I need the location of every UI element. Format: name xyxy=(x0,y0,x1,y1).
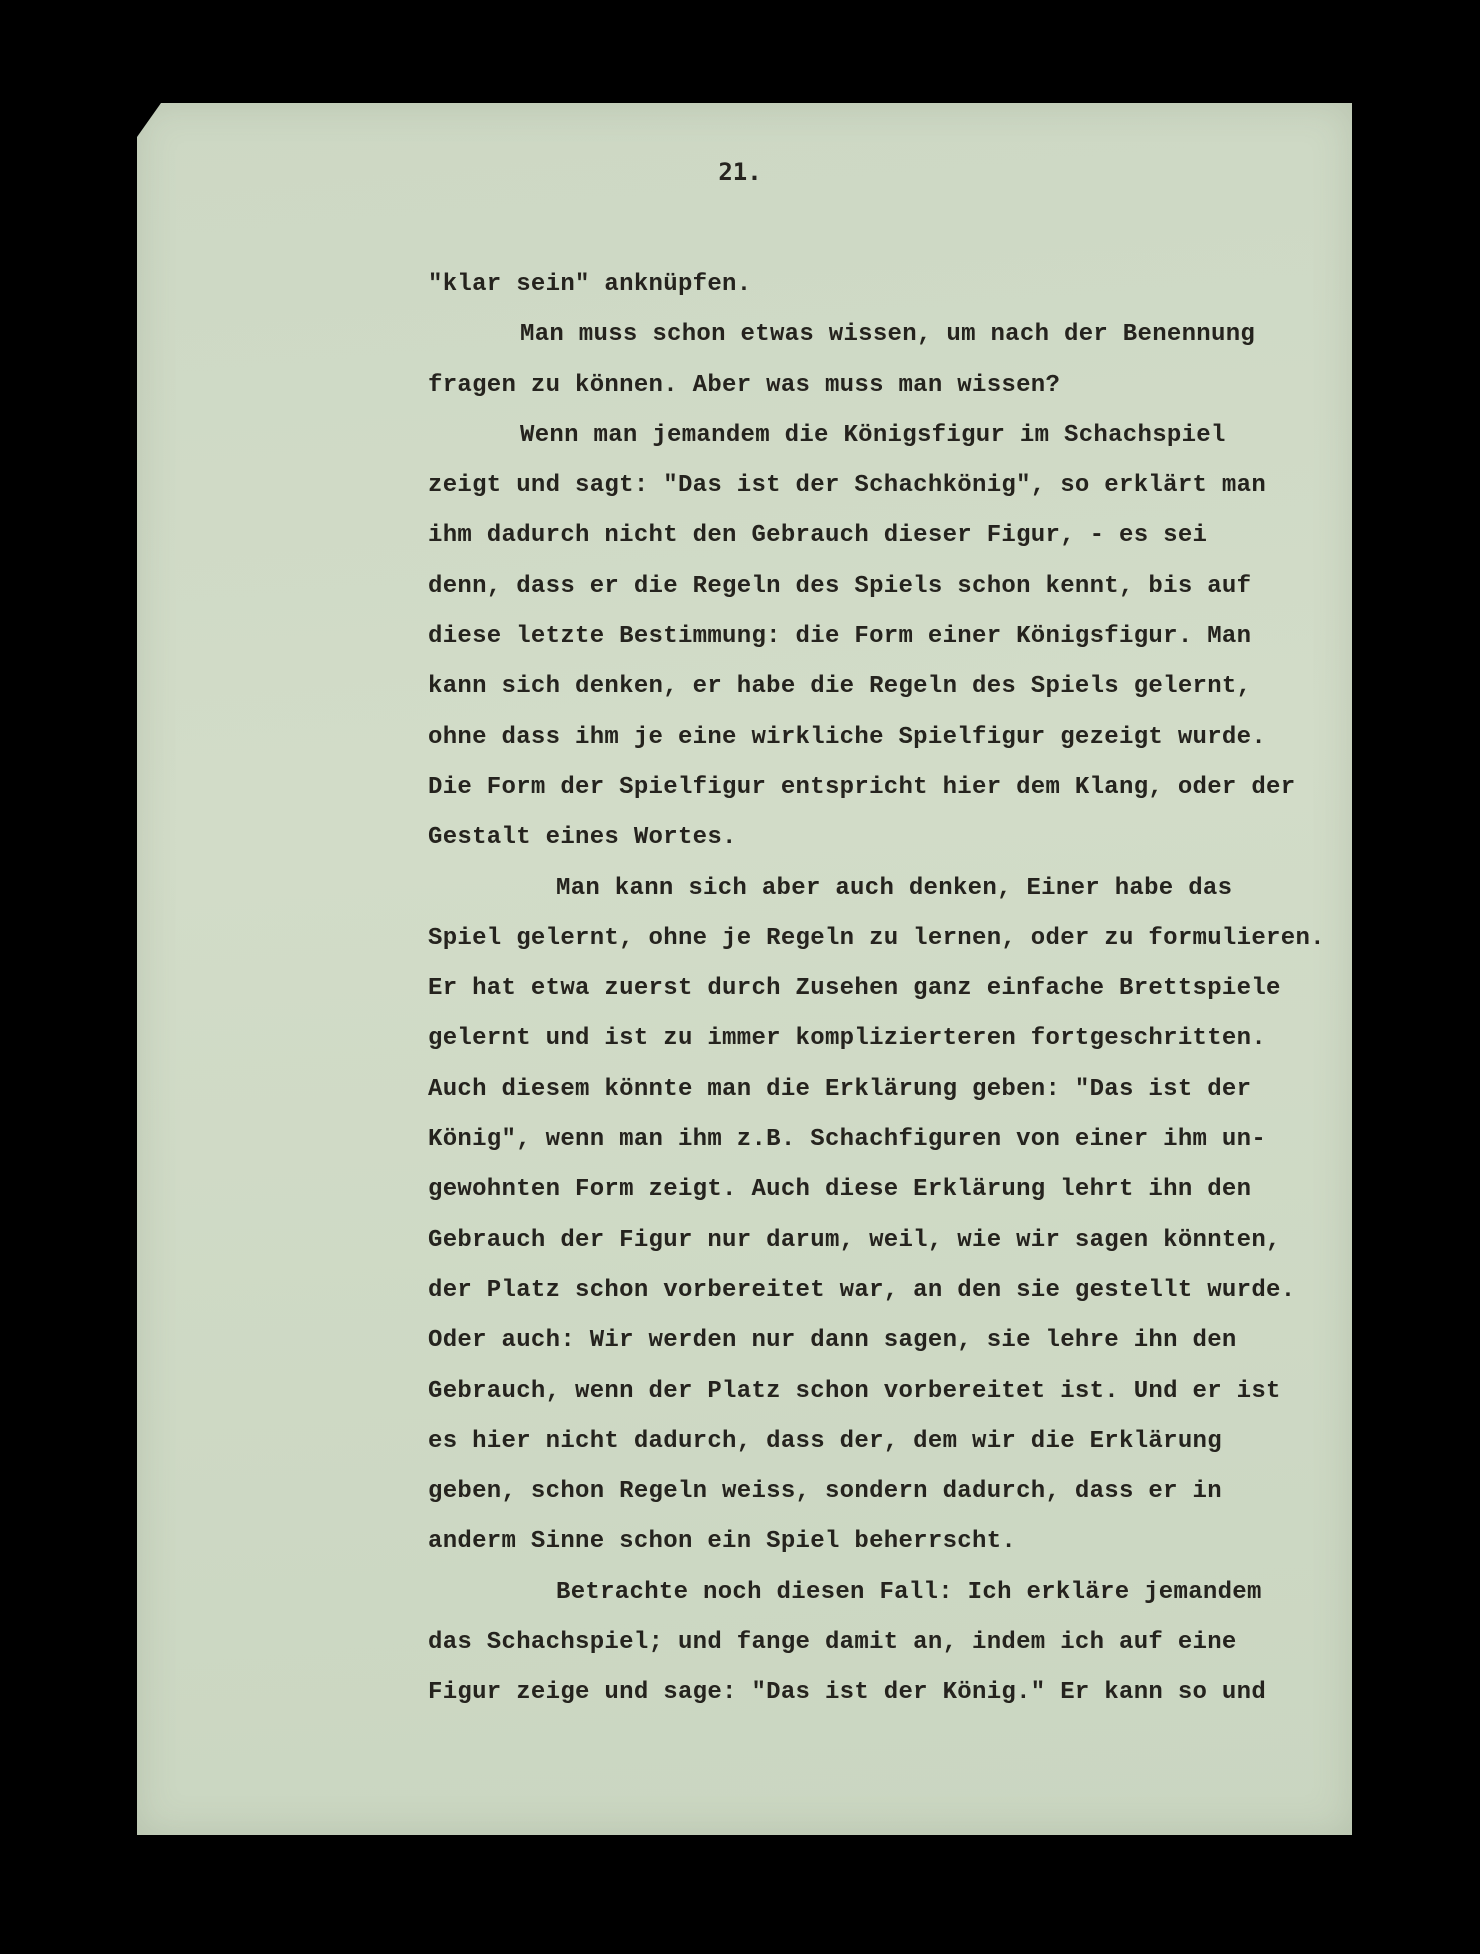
text-line: Gebrauch der Figur nur darum, weil, wie wir sagen könnten, xyxy=(428,1226,1281,1254)
text-line: Man muss schon etwas wissen, um nach der Benennung xyxy=(520,321,1256,349)
text-line: kann sich denken, er habe die Regeln des Spiels gelernt, xyxy=(428,673,1252,701)
text-line: ohne dass ihm je eine wirkliche Spielfigur gezeigt wurde. xyxy=(428,723,1267,751)
text-line: das Schachspiel; und fange damit an, indem ich auf eine xyxy=(428,1629,1237,1657)
text-line: König", wenn man ihm z.B. Schachfiguren von einer ihm un- xyxy=(428,1126,1267,1154)
text-line: "klar sein" anknüpfen. xyxy=(428,271,752,298)
text-line: Oder auch: Wir werden nur dann sagen, sie lehre ihn den xyxy=(428,1327,1237,1355)
text-line: gelernt und ist zu immer komplizierteren fortgeschritten. xyxy=(428,1025,1267,1053)
text-line: Man kann sich aber auch denken, Einer habe das xyxy=(556,874,1233,902)
text-line: Auch diesem könnte man die Erklärung geben: "Das ist der xyxy=(428,1075,1252,1103)
text-line: der Platz schon vorbereitet war, an den sie gestellt wurde. xyxy=(428,1276,1296,1304)
text-line: Er hat etwa zuerst durch Zusehen ganz einfache Brettspiele xyxy=(428,975,1281,1003)
text-line: Spiel gelernt, ohne je Regeln zu lernen, oder zu formulieren. xyxy=(428,924,1325,952)
text-line: Gebrauch, wenn der Platz schon vorbereitet ist. Und er ist xyxy=(428,1377,1281,1405)
text-line: gewohnten Form zeigt. Auch diese Erklärung lehrt ihn den xyxy=(428,1176,1252,1204)
text-line: Betrachte noch diesen Fall: Ich erkläre jemandem xyxy=(556,1578,1262,1606)
typed-text-body xyxy=(428,260,1328,1719)
text-line: anderm Sinne schon ein Spiel beherrscht. xyxy=(428,1528,1017,1556)
text-line: Figur zeige und sage: "Das ist der König." Er kann so und xyxy=(428,1679,1267,1707)
text-line: zeigt und sagt: "Das ist der Schachkönig", so erklärt man xyxy=(428,472,1267,500)
page-number: 21. xyxy=(718,158,762,186)
text-line: Wenn man jemandem die Königsfigur im Schachspiel xyxy=(520,421,1226,449)
text-line: Die Form der Spielfigur entspricht hier dem Klang, oder der xyxy=(428,773,1296,801)
text-line: ihm dadurch nicht den Gebrauch dieser Figur, - es sei xyxy=(428,522,1208,550)
folded-corner xyxy=(137,103,161,137)
text-line: Gestalt eines Wortes. xyxy=(428,824,737,852)
text-line: denn, dass er die Regeln des Spiels schon kennt, bis auf xyxy=(428,572,1252,600)
text-line: diese letzte Bestimmung: die Form einer Königsfigur. Man xyxy=(428,623,1252,651)
text-line: es hier nicht dadurch, dass der, dem wir die Erklärung xyxy=(428,1427,1222,1455)
text-line: fragen zu können. Aber was muss man wissen? xyxy=(428,371,1061,399)
text-line: geben, schon Regeln weiss, sondern dadurch, dass er in xyxy=(428,1478,1222,1506)
